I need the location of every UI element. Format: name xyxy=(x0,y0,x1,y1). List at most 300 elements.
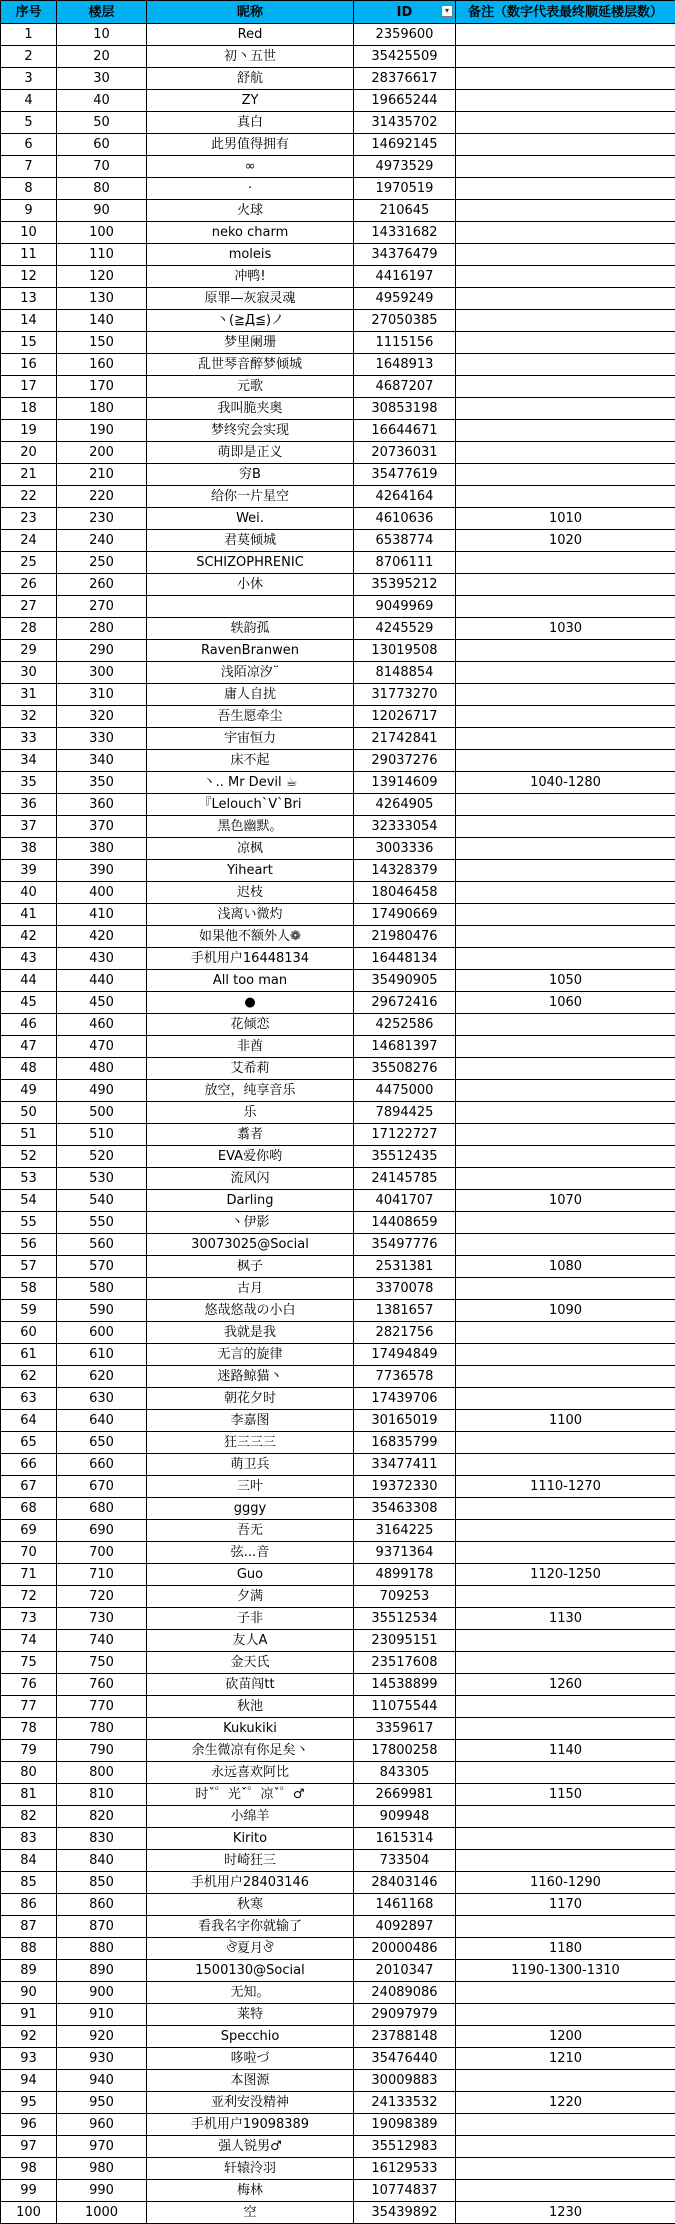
cell-floor[interactable]: 760 xyxy=(57,1674,147,1696)
cell-id[interactable]: 24133532 xyxy=(354,2092,456,2114)
cell-nickname[interactable]: 狂三三三 xyxy=(147,1432,354,1454)
cell-floor[interactable]: 870 xyxy=(57,1916,147,1938)
cell-note[interactable] xyxy=(456,1234,675,1256)
cell-id[interactable]: 14328379 xyxy=(354,860,456,882)
cell-nickname[interactable]: 宇宙恒力 xyxy=(147,728,354,750)
cell-id[interactable]: 1648913 xyxy=(354,354,456,376)
cell-id[interactable]: 709253 xyxy=(354,1586,456,1608)
cell-nickname[interactable]: 元歌 xyxy=(147,376,354,398)
cell-floor[interactable]: 740 xyxy=(57,1630,147,1652)
cell-nickname[interactable]: 李嘉图 xyxy=(147,1410,354,1432)
cell-note[interactable] xyxy=(456,442,675,464)
cell-note[interactable]: 1170 xyxy=(456,1894,675,1916)
cell-id[interactable]: 4475000 xyxy=(354,1080,456,1102)
cell-note[interactable]: 1120-1250 xyxy=(456,1564,675,1586)
cell-nickname[interactable]: 如果他不额外人❁ xyxy=(147,926,354,948)
cell-id[interactable]: 12026717 xyxy=(354,706,456,728)
cell-note[interactable] xyxy=(456,1916,675,1938)
cell-note[interactable] xyxy=(456,794,675,816)
cell-id[interactable]: 2669981 xyxy=(354,1784,456,1806)
cell-index[interactable]: 62 xyxy=(1,1366,57,1388)
cell-index[interactable]: 81 xyxy=(1,1784,57,1806)
cell-index[interactable]: 43 xyxy=(1,948,57,970)
cell-nickname[interactable]: 手机用户19098389 xyxy=(147,2114,354,2136)
cell-floor[interactable]: 330 xyxy=(57,728,147,750)
cell-floor[interactable]: 260 xyxy=(57,574,147,596)
cell-id[interactable]: 35477619 xyxy=(354,464,456,486)
cell-nickname[interactable]: 舒航 xyxy=(147,68,354,90)
cell-nickname[interactable]: 庸人自扰 xyxy=(147,684,354,706)
cell-nickname[interactable]: All too man xyxy=(147,970,354,992)
cell-id[interactable]: 14408659 xyxy=(354,1212,456,1234)
cell-floor[interactable]: 290 xyxy=(57,640,147,662)
cell-index[interactable]: 97 xyxy=(1,2136,57,2158)
cell-note[interactable] xyxy=(456,552,675,574)
cell-id[interactable]: 2531381 xyxy=(354,1256,456,1278)
cell-id[interactable]: 16835799 xyxy=(354,1432,456,1454)
cell-index[interactable]: 74 xyxy=(1,1630,57,1652)
cell-floor[interactable]: 990 xyxy=(57,2180,147,2202)
cell-index[interactable]: 90 xyxy=(1,1982,57,2004)
cell-index[interactable]: 51 xyxy=(1,1124,57,1146)
cell-id[interactable]: 1970519 xyxy=(354,178,456,200)
cell-floor[interactable]: 310 xyxy=(57,684,147,706)
cell-nickname[interactable]: 永远喜欢阿比 xyxy=(147,1762,354,1784)
cell-nickname[interactable]: 乐 xyxy=(147,1102,354,1124)
cell-index[interactable]: 34 xyxy=(1,750,57,772)
cell-index[interactable]: 45 xyxy=(1,992,57,1014)
cell-note[interactable] xyxy=(456,1542,675,1564)
cell-floor[interactable]: 270 xyxy=(57,596,147,618)
cell-note[interactable] xyxy=(456,1366,675,1388)
cell-nickname[interactable]: 此男值得拥有 xyxy=(147,134,354,156)
cell-note[interactable] xyxy=(456,266,675,288)
cell-index[interactable]: 15 xyxy=(1,332,57,354)
cell-index[interactable]: 17 xyxy=(1,376,57,398)
cell-note[interactable] xyxy=(456,222,675,244)
cell-index[interactable]: 21 xyxy=(1,464,57,486)
cell-nickname[interactable]: ZY xyxy=(147,90,354,112)
cell-nickname[interactable]: 轩辕泠羽 xyxy=(147,2158,354,2180)
cell-id[interactable]: 19665244 xyxy=(354,90,456,112)
cell-floor[interactable]: 250 xyxy=(57,552,147,574)
cell-floor[interactable]: 950 xyxy=(57,2092,147,2114)
cell-nickname[interactable]: 小休 xyxy=(147,574,354,596)
cell-index[interactable]: 12 xyxy=(1,266,57,288)
cell-note[interactable] xyxy=(456,662,675,684)
cell-index[interactable]: 27 xyxy=(1,596,57,618)
cell-id[interactable]: 23788148 xyxy=(354,2026,456,2048)
cell-index[interactable]: 10 xyxy=(1,222,57,244)
cell-id[interactable]: 17439706 xyxy=(354,1388,456,1410)
cell-floor[interactable]: 180 xyxy=(57,398,147,420)
cell-index[interactable]: 75 xyxy=(1,1652,57,1674)
cell-floor[interactable]: 150 xyxy=(57,332,147,354)
cell-floor[interactable]: 530 xyxy=(57,1168,147,1190)
cell-id[interactable]: 4092897 xyxy=(354,1916,456,1938)
cell-id[interactable]: 4899178 xyxy=(354,1564,456,1586)
cell-id[interactable]: 4264164 xyxy=(354,486,456,508)
cell-floor[interactable]: 380 xyxy=(57,838,147,860)
cell-note[interactable] xyxy=(456,2158,675,2180)
cell-floor[interactable]: 560 xyxy=(57,1234,147,1256)
cell-floor[interactable]: 370 xyxy=(57,816,147,838)
cell-id[interactable]: 9371364 xyxy=(354,1542,456,1564)
cell-id[interactable]: 17494849 xyxy=(354,1344,456,1366)
cell-id[interactable]: 17490669 xyxy=(354,904,456,926)
cell-id[interactable]: 8148854 xyxy=(354,662,456,684)
cell-floor[interactable]: 900 xyxy=(57,1982,147,2004)
cell-note[interactable]: 1050 xyxy=(456,970,675,992)
cell-nickname[interactable]: Kirito xyxy=(147,1828,354,1850)
cell-floor[interactable]: 720 xyxy=(57,1586,147,1608)
cell-nickname[interactable]: 枫子 xyxy=(147,1256,354,1278)
cell-nickname[interactable]: Yiheart xyxy=(147,860,354,882)
cell-index[interactable]: 60 xyxy=(1,1322,57,1344)
cell-nickname[interactable]: 三叶 xyxy=(147,1476,354,1498)
cell-note[interactable] xyxy=(456,596,675,618)
cell-note[interactable] xyxy=(456,1850,675,1872)
cell-nickname[interactable]: 时崎狂三 xyxy=(147,1850,354,1872)
cell-id[interactable]: 24089086 xyxy=(354,1982,456,2004)
cell-id[interactable]: 7894425 xyxy=(354,1102,456,1124)
cell-index[interactable]: 92 xyxy=(1,2026,57,2048)
cell-floor[interactable]: 880 xyxy=(57,1938,147,1960)
cell-id[interactable]: 13914609 xyxy=(354,772,456,794)
cell-id[interactable]: 17800258 xyxy=(354,1740,456,1762)
header-nickname[interactable]: 昵称 xyxy=(147,1,354,24)
cell-floor[interactable]: 730 xyxy=(57,1608,147,1630)
cell-note[interactable]: 1040-1280 xyxy=(456,772,675,794)
cell-id[interactable]: 14681397 xyxy=(354,1036,456,1058)
cell-note[interactable]: 1150 xyxy=(456,1784,675,1806)
cell-floor[interactable]: 510 xyxy=(57,1124,147,1146)
cell-id[interactable]: 1615314 xyxy=(354,1828,456,1850)
cell-floor[interactable]: 430 xyxy=(57,948,147,970)
cell-floor[interactable]: 600 xyxy=(57,1322,147,1344)
cell-floor[interactable]: 520 xyxy=(57,1146,147,1168)
cell-index[interactable]: 87 xyxy=(1,1916,57,1938)
cell-floor[interactable]: 500 xyxy=(57,1102,147,1124)
cell-floor[interactable]: 440 xyxy=(57,970,147,992)
cell-note[interactable]: 1070 xyxy=(456,1190,675,1212)
cell-id[interactable]: 13019508 xyxy=(354,640,456,662)
cell-nickname[interactable]: SCHIZOPHRENIC xyxy=(147,552,354,574)
cell-id[interactable]: 35512534 xyxy=(354,1608,456,1630)
cell-index[interactable]: 96 xyxy=(1,2114,57,2136)
cell-index[interactable]: 61 xyxy=(1,1344,57,1366)
cell-note[interactable] xyxy=(456,1102,675,1124)
cell-index[interactable]: 41 xyxy=(1,904,57,926)
cell-floor[interactable]: 620 xyxy=(57,1366,147,1388)
cell-index[interactable]: 50 xyxy=(1,1102,57,1124)
cell-floor[interactable]: 640 xyxy=(57,1410,147,1432)
cell-id[interactable]: 29672416 xyxy=(354,992,456,1014)
cell-nickname[interactable]: 古月 xyxy=(147,1278,354,1300)
cell-index[interactable]: 68 xyxy=(1,1498,57,1520)
cell-floor[interactable]: 770 xyxy=(57,1696,147,1718)
cell-id[interactable]: 35439892 xyxy=(354,2202,456,2224)
cell-floor[interactable]: 190 xyxy=(57,420,147,442)
cell-nickname[interactable]: 本图源 xyxy=(147,2070,354,2092)
cell-floor[interactable]: 410 xyxy=(57,904,147,926)
cell-note[interactable] xyxy=(456,46,675,68)
cell-index[interactable]: 32 xyxy=(1,706,57,728)
cell-note[interactable] xyxy=(456,310,675,332)
cell-index[interactable]: 26 xyxy=(1,574,57,596)
cell-floor[interactable]: 210 xyxy=(57,464,147,486)
cell-index[interactable]: 95 xyxy=(1,2092,57,2114)
cell-note[interactable] xyxy=(456,1212,675,1234)
cell-note[interactable]: 1160-1290 xyxy=(456,1872,675,1894)
cell-index[interactable]: 58 xyxy=(1,1278,57,1300)
cell-id[interactable]: 733504 xyxy=(354,1850,456,1872)
cell-floor[interactable]: 20 xyxy=(57,46,147,68)
cell-index[interactable]: 4 xyxy=(1,90,57,112)
cell-index[interactable]: 79 xyxy=(1,1740,57,1762)
cell-index[interactable]: 52 xyxy=(1,1146,57,1168)
cell-floor[interactable]: 470 xyxy=(57,1036,147,1058)
cell-floor[interactable]: 460 xyxy=(57,1014,147,1036)
cell-note[interactable]: 1130 xyxy=(456,1608,675,1630)
cell-note[interactable]: 1210 xyxy=(456,2048,675,2070)
cell-note[interactable] xyxy=(456,134,675,156)
cell-nickname[interactable]: 亚利安没精神 xyxy=(147,2092,354,2114)
cell-floor[interactable]: 130 xyxy=(57,288,147,310)
cell-nickname[interactable]: 悠哉悠哉の小白 xyxy=(147,1300,354,1322)
cell-id[interactable]: 35508276 xyxy=(354,1058,456,1080)
cell-index[interactable]: 38 xyxy=(1,838,57,860)
cell-note[interactable] xyxy=(456,1718,675,1740)
cell-floor[interactable]: 610 xyxy=(57,1344,147,1366)
cell-index[interactable]: 70 xyxy=(1,1542,57,1564)
cell-note[interactable] xyxy=(456,1080,675,1102)
cell-nickname[interactable]: 金天氏 xyxy=(147,1652,354,1674)
cell-nickname[interactable]: 穷B xyxy=(147,464,354,486)
cell-index[interactable]: 1 xyxy=(1,24,57,46)
cell-note[interactable]: 1020 xyxy=(456,530,675,552)
cell-nickname[interactable]: 梦里阑珊 xyxy=(147,332,354,354)
cell-index[interactable]: 71 xyxy=(1,1564,57,1586)
cell-nickname[interactable]: 『Lelouch`V`Bri xyxy=(147,794,354,816)
cell-note[interactable] xyxy=(456,860,675,882)
cell-index[interactable]: 29 xyxy=(1,640,57,662)
cell-id[interactable]: 3003336 xyxy=(354,838,456,860)
cell-id[interactable]: 17122727 xyxy=(354,1124,456,1146)
cell-floor[interactable]: 80 xyxy=(57,178,147,200)
cell-index[interactable]: 80 xyxy=(1,1762,57,1784)
cell-floor[interactable]: 280 xyxy=(57,618,147,640)
cell-nickname[interactable]: 1500130@Social xyxy=(147,1960,354,1982)
cell-note[interactable] xyxy=(456,24,675,46)
cell-nickname[interactable]: 无知。 xyxy=(147,1982,354,2004)
cell-nickname[interactable]: 时ˇ゜光ˇ゜凉ˇ゜♂ xyxy=(147,1784,354,1806)
cell-note[interactable] xyxy=(456,1322,675,1344)
cell-id[interactable]: 20000486 xyxy=(354,1938,456,1960)
cell-floor[interactable]: 400 xyxy=(57,882,147,904)
cell-floor[interactable]: 710 xyxy=(57,1564,147,1586)
cell-floor[interactable]: 540 xyxy=(57,1190,147,1212)
cell-note[interactable] xyxy=(456,926,675,948)
cell-id[interactable]: 909948 xyxy=(354,1806,456,1828)
cell-note[interactable] xyxy=(456,1432,675,1454)
cell-nickname[interactable]: Guo xyxy=(147,1564,354,1586)
cell-floor[interactable]: 10 xyxy=(57,24,147,46)
cell-floor[interactable]: 800 xyxy=(57,1762,147,1784)
cell-note[interactable] xyxy=(456,2136,675,2158)
cell-floor[interactable]: 320 xyxy=(57,706,147,728)
cell-nickname[interactable]: 真白 xyxy=(147,112,354,134)
cell-index[interactable]: 11 xyxy=(1,244,57,266)
cell-note[interactable] xyxy=(456,574,675,596)
cell-note[interactable] xyxy=(456,1828,675,1850)
cell-floor[interactable]: 790 xyxy=(57,1740,147,1762)
cell-nickname[interactable]: 火球 xyxy=(147,200,354,222)
cell-id[interactable]: 4245529 xyxy=(354,618,456,640)
cell-id[interactable]: 210645 xyxy=(354,200,456,222)
cell-index[interactable]: 99 xyxy=(1,2180,57,2202)
cell-id[interactable]: 35512983 xyxy=(354,2136,456,2158)
cell-floor[interactable]: 450 xyxy=(57,992,147,1014)
cell-nickname[interactable]: 床不起 xyxy=(147,750,354,772)
cell-nickname[interactable]: 余生微凉有你足矣丶 xyxy=(147,1740,354,1762)
cell-id[interactable]: 4252586 xyxy=(354,1014,456,1036)
cell-id[interactable]: 28376617 xyxy=(354,68,456,90)
cell-id[interactable]: 9049969 xyxy=(354,596,456,618)
cell-note[interactable]: 1090 xyxy=(456,1300,675,1322)
cell-id[interactable]: 1461168 xyxy=(354,1894,456,1916)
cell-note[interactable] xyxy=(456,948,675,970)
cell-index[interactable]: 6 xyxy=(1,134,57,156)
cell-nickname[interactable]: 花倾恋 xyxy=(147,1014,354,1036)
cell-note[interactable] xyxy=(456,1806,675,1828)
cell-floor[interactable]: 820 xyxy=(57,1806,147,1828)
cell-nickname[interactable]: 我就是我 xyxy=(147,1322,354,1344)
cell-index[interactable]: 40 xyxy=(1,882,57,904)
cell-index[interactable]: 57 xyxy=(1,1256,57,1278)
cell-nickname[interactable]: ∞ xyxy=(147,156,354,178)
cell-id[interactable]: 6538774 xyxy=(354,530,456,552)
cell-index[interactable]: 22 xyxy=(1,486,57,508)
cell-index[interactable]: 85 xyxy=(1,1872,57,1894)
cell-id[interactable]: 35490905 xyxy=(354,970,456,992)
cell-floor[interactable]: 690 xyxy=(57,1520,147,1542)
cell-index[interactable]: 55 xyxy=(1,1212,57,1234)
cell-id[interactable]: 23095151 xyxy=(354,1630,456,1652)
cell-index[interactable]: 35 xyxy=(1,772,57,794)
cell-floor[interactable]: 120 xyxy=(57,266,147,288)
cell-note[interactable]: 1010 xyxy=(456,508,675,530)
cell-id[interactable]: 32333054 xyxy=(354,816,456,838)
cell-index[interactable]: 30 xyxy=(1,662,57,684)
cell-nickname[interactable]: 强人锐男♂ xyxy=(147,2136,354,2158)
cell-note[interactable] xyxy=(456,2070,675,2092)
cell-index[interactable]: 49 xyxy=(1,1080,57,1102)
cell-note[interactable] xyxy=(456,1454,675,1476)
cell-note[interactable] xyxy=(456,750,675,772)
cell-nickname[interactable]: 看我名字你就输了 xyxy=(147,1916,354,1938)
cell-floor[interactable]: 230 xyxy=(57,508,147,530)
cell-index[interactable]: 28 xyxy=(1,618,57,640)
cell-note[interactable] xyxy=(456,1388,675,1410)
cell-floor[interactable]: 700 xyxy=(57,1542,147,1564)
cell-id[interactable]: 16129533 xyxy=(354,2158,456,2180)
cell-note[interactable] xyxy=(456,1762,675,1784)
cell-note[interactable]: 1220 xyxy=(456,2092,675,2114)
cell-note[interactable] xyxy=(456,68,675,90)
cell-note[interactable] xyxy=(456,1036,675,1058)
cell-note[interactable] xyxy=(456,838,675,860)
cell-floor[interactable]: 660 xyxy=(57,1454,147,1476)
cell-floor[interactable]: 300 xyxy=(57,662,147,684)
cell-nickname[interactable]: 子非 xyxy=(147,1608,354,1630)
cell-note[interactable] xyxy=(456,1146,675,1168)
cell-id[interactable]: 1115156 xyxy=(354,332,456,354)
cell-note[interactable] xyxy=(456,464,675,486)
cell-nickname[interactable]: 黑色幽默。 xyxy=(147,816,354,838)
cell-note[interactable] xyxy=(456,354,675,376)
cell-note[interactable] xyxy=(456,1058,675,1080)
cell-floor[interactable]: 940 xyxy=(57,2070,147,2092)
cell-id[interactable]: 19372330 xyxy=(354,1476,456,1498)
cell-note[interactable] xyxy=(456,1586,675,1608)
cell-nickname[interactable]: 给你一片星空 xyxy=(147,486,354,508)
cell-nickname[interactable]: 迟枝 xyxy=(147,882,354,904)
cell-index[interactable]: 36 xyxy=(1,794,57,816)
cell-nickname[interactable]: 砍苗闯tt xyxy=(147,1674,354,1696)
cell-nickname[interactable]: 秋池 xyxy=(147,1696,354,1718)
cell-index[interactable]: 56 xyxy=(1,1234,57,1256)
cell-note[interactable]: 1200 xyxy=(456,2026,675,2048)
cell-nickname[interactable]: 吾无 xyxy=(147,1520,354,1542)
cell-nickname[interactable]: 凉枫 xyxy=(147,838,354,860)
cell-nickname[interactable]: 丶(≧Д≦)ノ xyxy=(147,310,354,332)
cell-nickname[interactable]: 迷路鲸猫丶 xyxy=(147,1366,354,1388)
cell-index[interactable]: 13 xyxy=(1,288,57,310)
cell-index[interactable]: 46 xyxy=(1,1014,57,1036)
cell-floor[interactable]: 480 xyxy=(57,1058,147,1080)
cell-floor[interactable]: 340 xyxy=(57,750,147,772)
cell-note[interactable] xyxy=(456,1696,675,1718)
cell-id[interactable]: 14331682 xyxy=(354,222,456,244)
cell-floor[interactable]: 550 xyxy=(57,1212,147,1234)
cell-note[interactable]: 1180 xyxy=(456,1938,675,1960)
cell-nickname[interactable]: Specchio xyxy=(147,2026,354,2048)
cell-nickname[interactable]: ● xyxy=(147,992,354,1014)
cell-id[interactable]: 3164225 xyxy=(354,1520,456,1542)
cell-nickname[interactable]: Darling xyxy=(147,1190,354,1212)
cell-id[interactable]: 2010347 xyxy=(354,1960,456,1982)
cell-note[interactable]: 1260 xyxy=(456,1674,675,1696)
cell-id[interactable]: 1381657 xyxy=(354,1300,456,1322)
cell-nickname[interactable]: 非酋 xyxy=(147,1036,354,1058)
cell-note[interactable] xyxy=(456,882,675,904)
cell-note[interactable] xyxy=(456,1278,675,1300)
cell-note[interactable] xyxy=(456,398,675,420)
cell-floor[interactable]: 110 xyxy=(57,244,147,266)
cell-note[interactable] xyxy=(456,904,675,926)
cell-floor[interactable]: 850 xyxy=(57,1872,147,1894)
dropdown-filter-icon[interactable]: ▾ xyxy=(441,5,453,17)
cell-floor[interactable]: 780 xyxy=(57,1718,147,1740)
cell-nickname[interactable]: · xyxy=(147,178,354,200)
cell-nickname[interactable]: 浅离い微灼 xyxy=(147,904,354,926)
cell-nickname[interactable]: 君莫倾城 xyxy=(147,530,354,552)
cell-index[interactable]: 91 xyxy=(1,2004,57,2026)
cell-id[interactable]: 14692145 xyxy=(354,134,456,156)
cell-id[interactable]: 2359600 xyxy=(354,24,456,46)
cell-index[interactable]: 24 xyxy=(1,530,57,552)
